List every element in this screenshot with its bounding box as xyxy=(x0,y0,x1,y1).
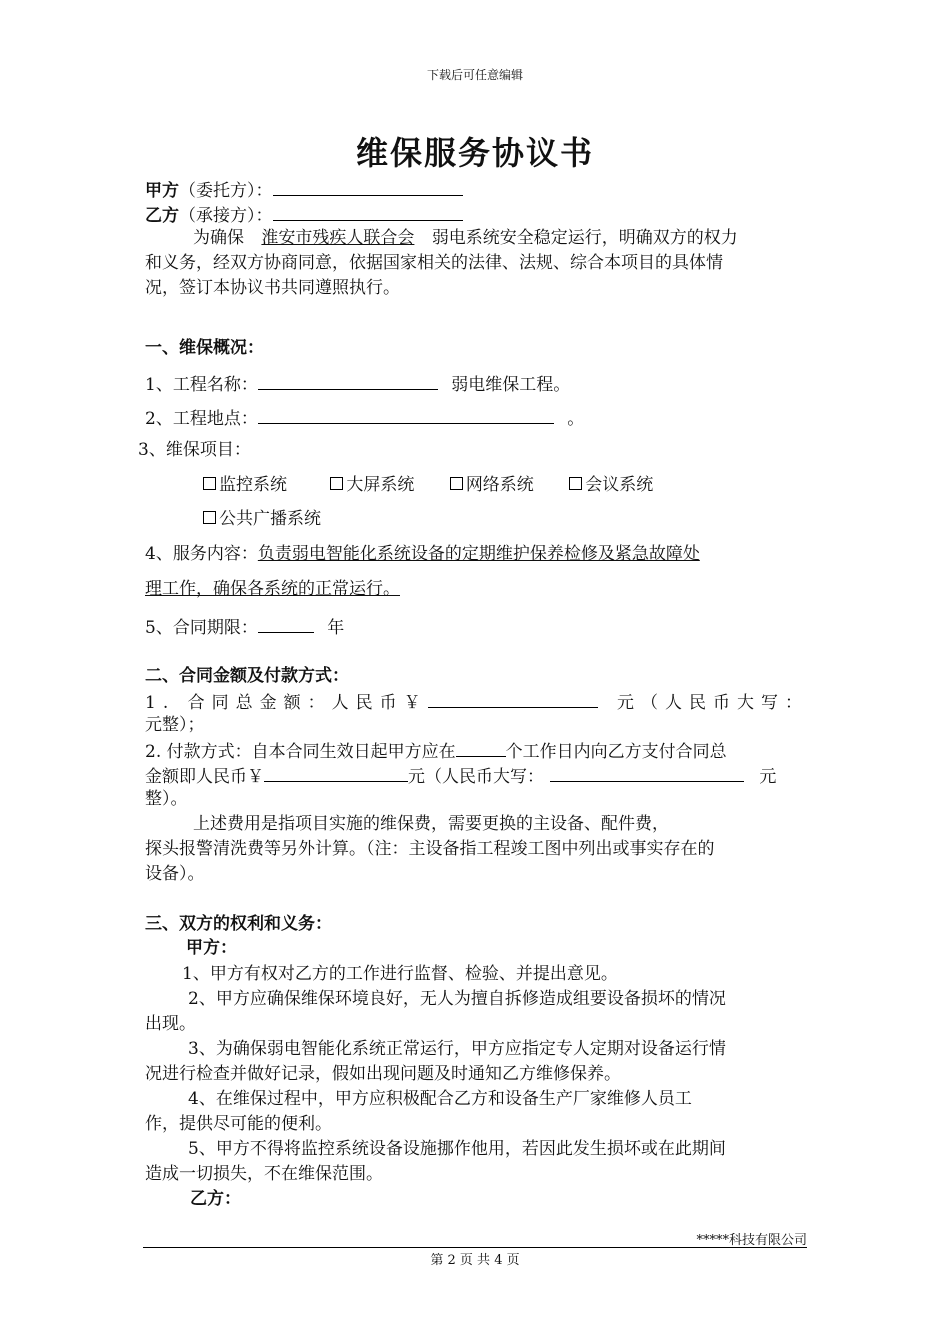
item-1-label: 1、工程名称： xyxy=(145,375,258,395)
party-b-line xyxy=(145,202,463,227)
item-3: 3、维保项目： xyxy=(138,440,251,460)
intro-text: 为确保 xyxy=(193,228,244,248)
payment-unit: 元 xyxy=(759,767,777,787)
contract-term-field[interactable] xyxy=(258,614,314,633)
checkbox-icon[interactable] xyxy=(203,477,216,490)
item-4-label: 4、服务内容： xyxy=(145,544,258,564)
project-location-field[interactable] xyxy=(258,405,554,424)
option-network[interactable]: 网络系统 xyxy=(450,475,534,495)
duty-a-1: 1、甲方有权对乙方的工作进行监督、检验、并提出意见。 xyxy=(182,964,618,984)
duty-a-3-cont: 况进行检查并做好记录，假如出现问题及时通知乙方维修保养。 xyxy=(145,1064,621,1084)
option-conference[interactable]: 会议系统 xyxy=(569,475,653,495)
checkbox-icon[interactable] xyxy=(203,511,216,524)
option-public-broadcast[interactable]: 公共广播系统 xyxy=(203,509,321,529)
checkbox-icon[interactable] xyxy=(330,477,343,490)
option-surveillance[interactable]: 监控系统 xyxy=(203,475,287,495)
checkbox-icon[interactable] xyxy=(450,477,463,490)
party-b-role: （承接方）： xyxy=(179,206,273,226)
page-number: 第 2 页 共 4 页 xyxy=(430,1253,520,1268)
party-a-label: 甲方 xyxy=(145,181,179,201)
service-content-cont: 理工作，确保各系统的正常运行。 xyxy=(145,579,400,599)
client-name: 淮安市残疾人联合会 xyxy=(261,228,415,248)
duty-a-2: 2、甲方应确保维保环境良好，无人为擅自拆修造成组要设备损坏的情况 xyxy=(188,989,726,1009)
item-2-label: 2、工程地点： xyxy=(145,409,258,429)
intro-line-1 xyxy=(193,227,738,249)
item-2-suffix: 。 xyxy=(567,409,585,429)
amount-words-label: 元（人民币大写： xyxy=(617,693,810,713)
amount-field[interactable] xyxy=(428,689,598,708)
option-big-screen[interactable]: 大屏系统 xyxy=(330,475,414,495)
section-3-heading: 三、双方的权利和义务： xyxy=(145,914,332,934)
intro-text: 弱电系统安全稳定运行，明确双方的权力 xyxy=(431,228,738,248)
payment-words-field[interactable] xyxy=(550,763,744,782)
duty-a-3: 3、为确保弱电智能化系统正常运行，甲方应指定专人定期对设备运行情 xyxy=(188,1039,726,1059)
payment-words-label: 元（人民币大写： xyxy=(408,767,544,787)
party-b-duties-heading: 乙方： xyxy=(190,1189,241,1209)
party-a-line xyxy=(145,177,463,202)
checkbox-icon[interactable] xyxy=(569,477,582,490)
page-title: 维保服务协议书 xyxy=(355,134,594,172)
payment-line-3: 整）。 xyxy=(145,789,188,809)
section-1-heading: 一、维保概况： xyxy=(145,338,264,358)
item-1-suffix: 弱电维保工程。 xyxy=(451,375,571,395)
footer-company: *****科技有限公司 xyxy=(696,1233,807,1248)
payment-line-2 xyxy=(145,763,776,788)
payment-amount-label: 金额即人民币￥ xyxy=(145,767,264,787)
item-4-line-1 xyxy=(145,543,795,565)
payment-label: 2. 付款方式：自本合同生效日起甲方应在 xyxy=(145,742,456,762)
fee-note-line-3: 设备）。 xyxy=(145,864,205,884)
intro-line-2: 和义务，经双方协商同意，依据国家相关的法律、法规、综合本项目的具体情 xyxy=(145,253,723,273)
duty-a-4: 4、在维保过程中，甲方应积极配合乙方和设备生产厂家维修人员工 xyxy=(188,1089,692,1109)
payment-line-1 xyxy=(145,738,727,763)
fee-note-line-1: 上述费用是指项目实施的维保费，需要更换的主设备、配件费， xyxy=(193,814,669,834)
section-2-heading: 二、合同金额及付款方式： xyxy=(145,666,349,686)
payment-days-field[interactable] xyxy=(456,738,506,757)
party-a-field[interactable] xyxy=(273,177,463,196)
payment-text: 个工作日内向乙方支付合同总 xyxy=(505,742,727,762)
fee-note-line-2: 探头报警清洗费等另外计算。（注：主设备指工程竣工图中列出或事实存在的 xyxy=(145,839,715,859)
amount-label: 1. 合同总金额：人民币￥ xyxy=(145,693,428,713)
amount-line-2: 元整）； xyxy=(145,715,205,735)
item-5 xyxy=(145,614,344,639)
intro-line-3: 况，签订本协议书共同遵照执行。 xyxy=(145,278,400,298)
item-4-line-2 xyxy=(145,578,449,600)
duty-a-5-cont: 造成一切损失，不在维保范围。 xyxy=(145,1164,383,1184)
item-1 xyxy=(145,371,570,396)
item-5-suffix: 年 xyxy=(327,618,345,638)
project-name-field[interactable] xyxy=(258,371,438,390)
service-content: 负责弱电智能化系统设备的定期维护保养检修及紧急故障处 xyxy=(257,544,700,564)
party-b-label: 乙方 xyxy=(145,206,179,226)
options-row-2 xyxy=(203,508,321,530)
party-a-duties-heading: 甲方： xyxy=(186,938,237,958)
item-5-label: 5、合同期限： xyxy=(145,618,258,638)
payment-amount-field[interactable] xyxy=(264,763,408,782)
party-a-role: （委托方）： xyxy=(179,181,273,201)
item-2 xyxy=(145,405,584,430)
duty-a-2-cont: 出现。 xyxy=(145,1014,196,1034)
amount-line-1 xyxy=(145,689,809,714)
footer-divider xyxy=(143,1247,807,1248)
duty-a-4-cont: 作，提供尽可能的便利。 xyxy=(145,1114,332,1134)
options-row-1 xyxy=(203,474,653,496)
header-note: 下载后可任意编辑 xyxy=(426,68,523,82)
duty-a-5: 5、甲方不得将监控系统设备设施挪作他用，若因此发生损坏或在此期间 xyxy=(188,1139,726,1159)
party-b-field[interactable] xyxy=(273,202,463,221)
